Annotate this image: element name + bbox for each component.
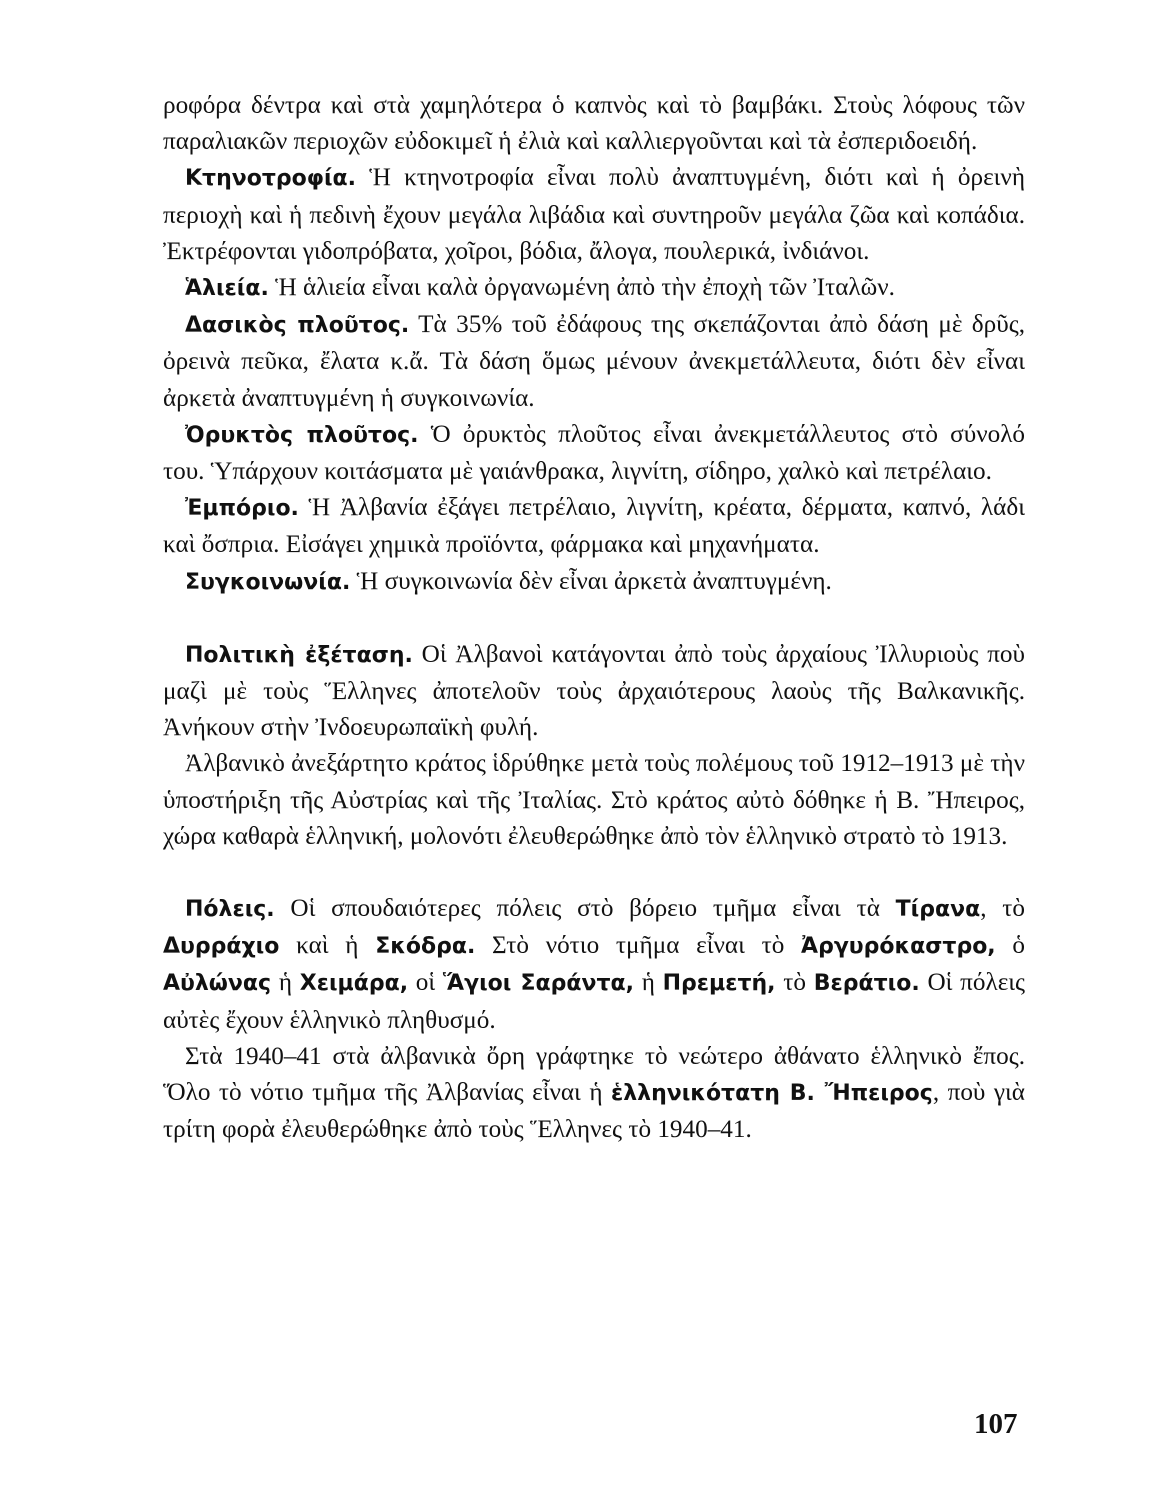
paragraph-cities [163, 891, 1025, 1039]
paragraph-text: Ἡ Ἀλβανία ἐξάγει πετρέλαιο, λιγνίτη, κρέατα, δέρματα, καπνό, λάδι καὶ ὄσπρια. Εἰσάγει χημικὰ προϊόντα, φάρμακα καὶ μηχανήματα. [163, 494, 1025, 559]
text-run: οἱ [408, 969, 443, 997]
paragraph-epic [163, 1039, 1025, 1149]
text-run: Οἱ σπουδαιότερες πόλεις στὸ βόρειο τμῆμα εἶναι τὰ [274, 895, 896, 923]
text-run: , τὸ [980, 895, 1025, 923]
page-number: 107 [974, 1408, 1018, 1440]
paragraph-text: Ἡ συγκοινωνία δὲν εἶναι ἀρκετὰ ἀναπτυγμένη. [350, 567, 832, 595]
paragraph-forestry [163, 307, 1025, 417]
heading-trade: Ἐμπόριο. [185, 496, 299, 522]
text-run: τὸ [775, 969, 814, 997]
heading-political: Πολιτικὴ ἐξέταση. [185, 642, 413, 668]
city-gjirokaster: Ἀργυρόκαστρο, [801, 934, 996, 960]
paragraph-agriculture-end [163, 88, 1025, 160]
paragraph-transport [163, 564, 1025, 601]
city-himare: Χειμάρα, [299, 971, 409, 997]
heading-transport: Συγκοινωνία. [185, 569, 351, 595]
text-run: ἡ [633, 969, 663, 997]
text-run: ὁ [995, 932, 1025, 960]
heading-fishing: Ἁλιεία. [185, 276, 269, 302]
heading-cities: Πόλεις. [185, 897, 275, 923]
paragraph-text: Οἱ Ἀλβανοὶ κατάγονται ἀπὸ τοὺς ἀρχαίους Ἰλλυριοὺς ποὺ μαζὶ μὲ τοὺς Ἕλληνες ἀποτελοῦν τοὺς ἀρχαιότερους λαοὺς τῆς Βαλκανικῆς. Ἀνήκουν στὴν Ἰνδοευρωπαϊκὴ φυλή. [163, 640, 1025, 742]
text-run: ἡ [271, 969, 300, 997]
section-gap [163, 855, 1025, 891]
text-run: Στὰ 1940–41 στὰ ἀλβανικὰ ὄρη γράφτηκε τὸ νεώτερο ἀθάνατο ἑλληνικὸ ἔπος. Ὅλο τὸ νότιο τμῆμα τῆς Ἀλβανίας εἶναι ἡ [163, 1042, 1025, 1107]
paragraph-livestock [163, 160, 1025, 270]
text-run: , ποὺ γιὰ τρίτη φορὰ ἐλευθερώθηκε ἀπὸ τοὺς Ἕλληνες τὸ 1940–41. [163, 1079, 1025, 1144]
city-permet: Πρεμετή, [662, 971, 776, 997]
paragraph-text: Τὰ 35% τοῦ ἐδάφους της σκεπάζονται ἀπὸ δάση μὲ δρῦς, ὀρεινὰ πεῦκα, ἔλατα κ.ἄ. Τὰ δάση ὅμως μένουν ἀνεκμετάλλευτα, διότι δὲν εἶναι ἀρκετὰ ἀναπτυγμένη ἡ συγκοινωνία. [163, 311, 1025, 412]
text-column [163, 88, 1025, 1148]
text-run: Στὸ νότιο τμῆμα εἶναι τὸ [475, 932, 802, 960]
paragraph-text: Ὁ ὀρυκτὸς πλοῦτος εἶναι ἀνεκμετάλλευτος στὸ σύνολό του. Ὑπάρχουν κοιτάσματα μὲ γαιάνθρακα, λιγνίτη, σίδηρο, χαλκὸ καὶ πετρέλαιο. [163, 420, 1025, 486]
heading-forestry: Δασικὸς πλοῦτος. [185, 313, 410, 339]
section-gap [163, 601, 1025, 637]
paragraph-minerals [163, 417, 1025, 490]
emphasis-northern-epirus: ἑλληνικότατη Β. Ἤπειρος [611, 1081, 933, 1107]
heading-livestock: Κτηνοτροφία. [185, 166, 357, 192]
city-durres: Δυρράχιο [163, 934, 280, 960]
paragraph-trade [163, 490, 1025, 563]
city-sarande: Ἅγιοι Σαράντα, [442, 971, 634, 997]
paragraph-text: Ἀλβανικὸ ἀνεξάρτητο κράτος ἱδρύθηκε μετὰ τοὺς πολέμους τοῦ 1912–1913 μὲ τὴν ὑποστήριξη τῆς Αὐστρίας καὶ τῆς Ἰταλίας. Στὸ κράτος αὐτὸ δόθηκε ἡ Β. Ἤπειρος, χώρα καθαρὰ ἑλληνική, μολονότι ἐλευθερώθηκε ἀπὸ τὸν ἑλληνικὸ στρατὸ τὸ 1913. [163, 750, 1025, 850]
text-run: Οἱ πόλεις αὐτὲς ἔχουν ἑλληνικὸ πληθυσμό. [163, 969, 1026, 1034]
paragraph-fishing [163, 270, 1025, 307]
city-vlore: Αὐλώνας [163, 971, 272, 997]
city-tirana: Τίρανα [895, 897, 981, 923]
paragraph-text: Ἡ κτηνοτροφία εἶναι πολὺ ἀναπτυγμένη, διότι καὶ ἡ ὀρεινὴ περιοχὴ καὶ ἡ πεδινὴ ἔχουν μεγάλα λιβάδια καὶ συντηροῦν μεγάλα ζῶα καὶ κοπάδια. Ἐκτρέφονται γιδοπρόβατα, χοῖροι, βόδια, ἄλογα, πουλερικά, ἰνδιάνοι. [163, 164, 1025, 265]
city-shkoder: Σκόδρα. [375, 934, 476, 960]
text-run: καὶ ἡ [279, 932, 376, 960]
paragraph-text: Ἡ ἁλιεία εἶναι καλὰ ὀργανωμένη ἀπὸ τὴν ἐποχὴ τῶν Ἰταλῶν. [268, 274, 895, 302]
paragraph-text: ροφόρα δέντρα καὶ στὰ χαμηλότερα ὁ καπνὸς καὶ τὸ βαμβάκι. Στοὺς λόφους τῶν παραλιακῶν περιοχῶν εὐδοκιμεῖ ἡ ἐλιὰ καὶ καλλιεργοῦνται καὶ τὰ ἐσπεριδοειδή. [163, 92, 1025, 156]
paragraph-political [163, 637, 1025, 747]
paragraph-independence [163, 746, 1025, 855]
city-berat: Βεράτιο. [813, 971, 920, 997]
heading-minerals: Ὀρυκτὸς πλοῦτος. [185, 422, 419, 448]
